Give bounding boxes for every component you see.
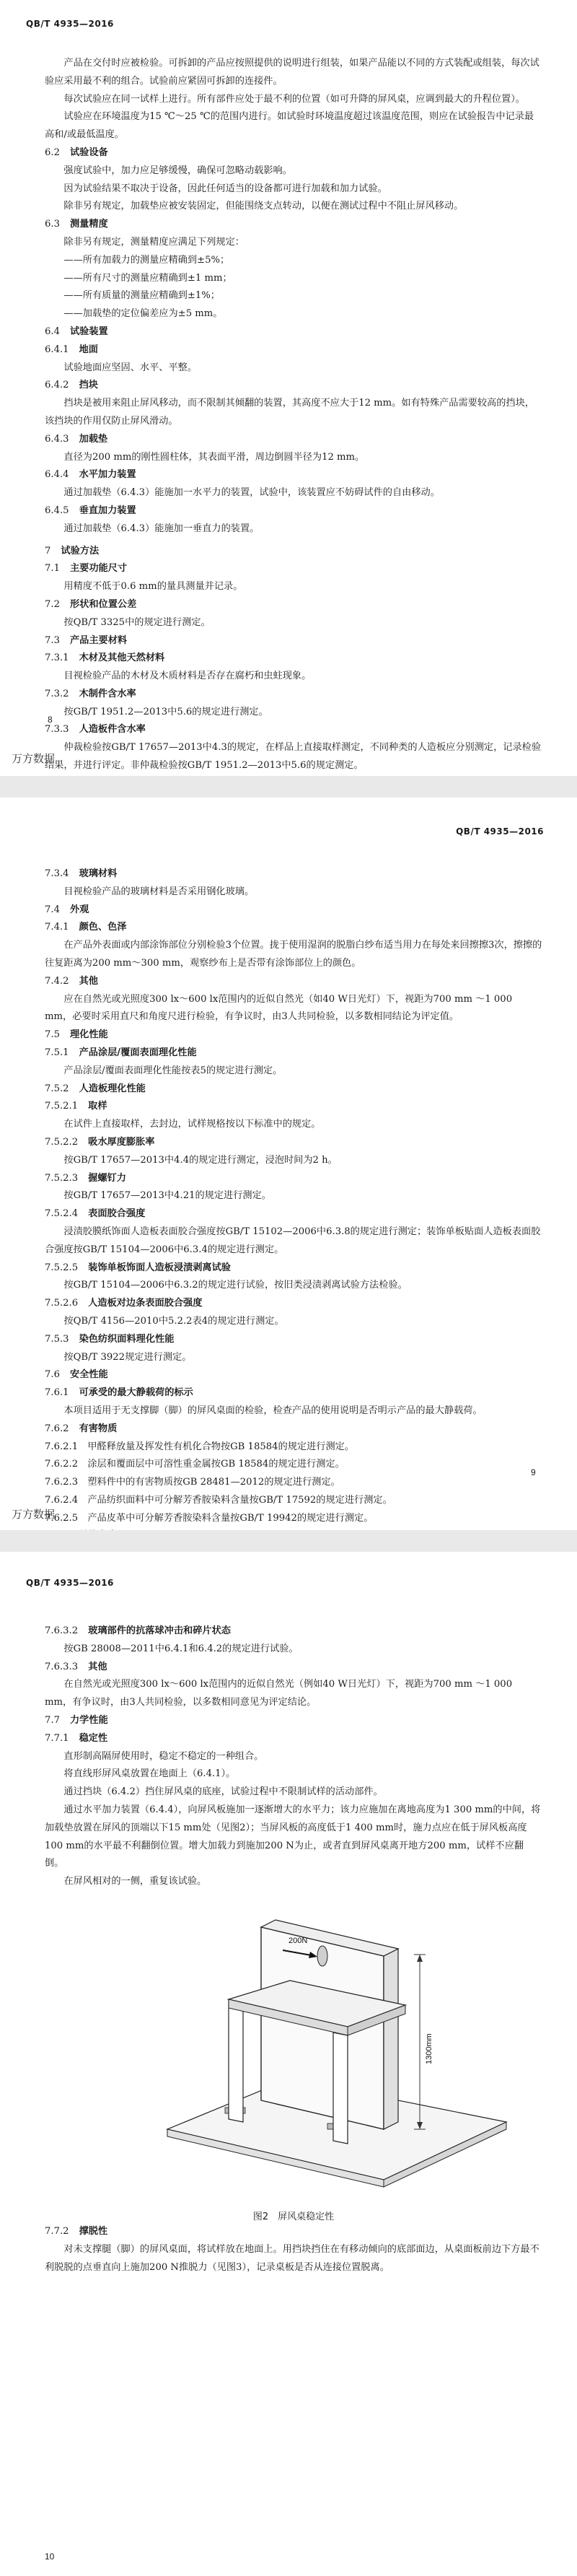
page-8	[0, 0, 577, 776]
paragraph: 7.6.2.5 产品皮革中可分解芳香胺染料含量按GB/T 19942的规定进行测定。	[45, 1512, 374, 1524]
section-heading	[45, 560, 542, 578]
section-heading	[45, 1044, 542, 1062]
section-heading	[45, 865, 542, 883]
section-number: 7.5.3	[45, 1333, 69, 1345]
section-number: 7.7.1	[45, 1732, 69, 1744]
section-number: 7.5.2.3	[45, 1172, 79, 1184]
section-number: 6.4.2	[45, 380, 69, 391]
section-title: 地面	[79, 344, 98, 355]
paragraph: 产品涂层/覆面表面理化性能按表5的规定进行测定。	[63, 1065, 283, 1076]
paragraph: 除非另有规定，加载垫应被安装固定，但能围绕支点转动，以便在测试过程中不阻止屏风移动。	[63, 201, 464, 212]
paragraph: 在试件上直接取样，去封边，试样规格按以下标准中的规定。	[63, 1119, 321, 1130]
section-title: 水平加力装置	[79, 469, 136, 481]
section-title: 其他	[79, 975, 98, 987]
section-heading	[45, 323, 542, 341]
paragraph: 目视检验产品的玻璃材料是否采用钢化玻璃。	[63, 886, 255, 897]
paragraph: 在自然光或光照度300 lx～600 lx范围内的近似自然光（例如40 W日光灯）下，视距为700 mm ～1 000 mm，有争议时，由3人共同检验，以多数相同意见为评定结论。	[45, 1679, 513, 1708]
section-title: 试验设备	[69, 147, 108, 158]
paragraph: 按QB/T 3922规定进行测定。	[63, 1351, 192, 1363]
paragraph: 试验应在环境温度为15 ℃～25 ℃的范围内进行。如试验时环境温度超过该温度范围，则应在试验报告中记录最高和/或最低温度。	[45, 111, 534, 141]
section-heading	[45, 596, 542, 614]
section-title: 木材及其他天然材料	[79, 652, 165, 664]
section-number: 7.5.2.4	[45, 1208, 79, 1220]
paragraph: 按GB/T 17657—2013中4.21的规定进行测定。	[63, 1190, 271, 1202]
section-number: 7.3	[45, 634, 60, 646]
page-10-content	[45, 1623, 542, 2276]
figure-2	[45, 1891, 542, 2223]
paragraph: 浸渍胶膜纸饰面人造板表面胶合强度按GB/T 15102—2006中6.3.8的规定进行测定；装饰单板贴面人造板表面胶合强度按GB/T 15104—2006中6.3.4的规定进行测定。	[45, 1226, 541, 1255]
paragraph: 按QB/T 4156—2010中5.2.2表4的规定进行测定。	[63, 1315, 284, 1327]
section-heading	[45, 1205, 542, 1223]
section-heading	[45, 650, 542, 668]
paragraph: 按GB/T 1951.2—2013中5.6的规定进行测定。	[63, 706, 268, 717]
section-number: 7.4.2	[45, 975, 69, 987]
paragraph: 按GB/T 17657—2013中4.4的规定进行测定，浸泡时间为2 h。	[63, 1154, 338, 1166]
paragraph: 挡块是被用来阻止屏风移动，而不限制其倾翻的装置，其高度不应大于12 mm。如有特殊产品需要较高的挡块，该挡块的作用仅防止屏风滑动。	[45, 398, 534, 427]
section-heading	[45, 1366, 542, 1384]
section-number: 7.6	[45, 1369, 60, 1381]
section-title: 表面胶合强度	[88, 1208, 146, 1220]
section-number: 7.3.4	[45, 868, 69, 879]
section-heading	[45, 1331, 542, 1349]
section-title: 木制件含水率	[79, 688, 136, 699]
section-number: 6.4.1	[45, 344, 69, 355]
paragraph: 7.6.2.1 甲醛释放量及挥发性有机化合物按GB 18584的规定进行测定。	[45, 1441, 355, 1452]
paragraph: 每次试验应在同一试样上进行。所有部件应处于最不利的位置（如可升降的屏风桌，应调到最大的升程位置）。	[63, 93, 525, 105]
page-9-content	[45, 865, 542, 1599]
paragraph: 仲裁检验按GB/T 17657—2013中4.3的规定，在样品上直接取样测定，不同种类的人造板应分别测定，记录检验结果，并进行评定。非仲裁检验按GB/T 1951.2—2013中5.6的规定测定。	[45, 742, 542, 772]
section-title: 稳定性	[79, 1732, 108, 1744]
section-title: 玻璃材料	[79, 868, 118, 879]
section-title: 染色纺织面料理化性能	[79, 1333, 175, 1345]
section-title: 外观	[69, 904, 89, 915]
page-number: 8	[48, 715, 53, 725]
section-heading	[45, 1134, 542, 1152]
section-title: 撑脱性	[79, 2225, 108, 2237]
paragraph: 用精度不低于0.6 mm的量具测量并记录。	[63, 581, 243, 593]
section-number: 7.3.3	[45, 724, 69, 735]
section-title: 人造板件含水率	[79, 724, 146, 735]
page-gap	[0, 776, 577, 798]
section-number: 7.4	[45, 904, 60, 915]
paragraph: 直径为200 mm的刚性圆柱体，其表面平滑，周边倒圆半径为12 mm。	[63, 451, 365, 463]
section-heading	[45, 1098, 542, 1116]
height-dimension-label: 1300mm	[425, 2033, 433, 2064]
section-title: 挡块	[79, 380, 98, 391]
section-number: 6.3	[45, 219, 60, 230]
paragraph: 试验地面应坚固、水平、平整。	[63, 362, 198, 373]
list-item: ——所有质量的测量应精确到±1%；	[63, 290, 220, 302]
page-number: 9	[531, 1467, 536, 1477]
paragraph: 在产品外表面或内部涂饰部位分别检验3个位置。拢于使用湿润的脱脂白纱布适当用力在每处来回擦擦3次，擦擦的往复距离为200 mm～300 mm，观察纱布上是否带有涂饰部位上的颜色。	[45, 940, 542, 969]
section-title: 力学性能	[69, 1714, 108, 1726]
list-item: ——加载垫的定位偏差应为±5 mm。	[63, 308, 223, 320]
section-number: 7.1	[45, 563, 60, 575]
section-number: 7.4.1	[45, 922, 69, 933]
section-heading	[45, 973, 542, 991]
section-heading	[45, 216, 542, 234]
section-number: 7.6.3.3	[45, 1661, 79, 1672]
section-heading	[45, 1295, 542, 1313]
section-title: 握螺钉力	[88, 1172, 126, 1184]
watermark-text: 万方数据	[12, 1508, 56, 1521]
section-number: 7	[45, 545, 51, 556]
section-heading	[45, 341, 542, 359]
paragraph: 通过加载垫（6.4.3）能施加一垂直力的装置。	[63, 523, 260, 534]
paragraph: 对未支撑腿（脚）的屏风桌面，将试样放在地面上。用挡块挡住在有移动倾向的底部面边，从桌面板前边下方最不利脱脱的点垂直向上施加200 N推脱力（见图3），记录桌板是否从连接位置脱离。	[45, 2243, 539, 2273]
paragraph: 按GB 28008—2011中6.4.1和6.4.2的规定进行试验。	[63, 1643, 299, 1654]
paragraph: 应在自然光或光照度300 lx～600 lx范围内的近似自然光（如40 W日光灯）下，视距为700 mm ～1 000 mm，必要时采用直尺和角度尺进行检验，有争议时，由3人共同检验，以多数相同结论为评定值。	[45, 993, 513, 1023]
section-title: 测量精度	[69, 219, 108, 230]
section-heading	[45, 1080, 542, 1099]
section-title: 产品主要材料	[69, 634, 128, 646]
section-number: 7.7.2	[45, 2225, 69, 2237]
paragraph: 除非另有规定，测量精度应满足下列规定：	[63, 236, 245, 248]
section-number: 6.4.4	[45, 469, 69, 481]
section-heading	[45, 686, 542, 704]
section-heading	[45, 1420, 542, 1438]
section-number: 7.5.1	[45, 1047, 69, 1058]
paragraph: 通过水平加力装置（6.4.4），向屏风板施加一逐渐增大的水平力；该力应施加在离地高度为1 300 mm的中间，将加载垫放置在屏风的顶端以下15 mm处（见图2）；当屏风板的高度低于1 400 mm时，施力点应在低于屏风板高度100 mm的水平最不利翻倒位置。增大加载力到施加200 N为止，或者直到屏风桌离开地方200 mm，试样不应翻倒。	[45, 1804, 541, 1869]
section-number: 7.3.2	[45, 688, 69, 699]
section-heading	[45, 1259, 542, 1278]
section-title: 其他	[88, 1661, 107, 1672]
section-number: 7.5.2.6	[45, 1298, 79, 1309]
section-title: 装饰单板饰面人造板浸渍剥离试验	[88, 1262, 231, 1273]
page-header-code: QB/T 4935—2016	[26, 19, 114, 29]
paragraph: 通过挡块（6.4.2）挡住屏风桌的底座，试验过程中不限制试样的活动部件。	[63, 1786, 383, 1798]
page-number: 10	[45, 2551, 55, 2562]
section-heading	[45, 144, 542, 162]
section-title: 垂直加力装置	[79, 505, 136, 516]
paragraph: 目视检验产品的木材及木质材料是否存在腐朽和虫蛀现象。	[63, 671, 312, 682]
page-8-content	[45, 55, 542, 775]
paragraph: 因为试验结果不取决于设备，因此任何适当的设备都可进行加载和加力试验。	[63, 183, 387, 194]
paragraph: 7.6.2.3 塑料件中的有害物质按GB 28481—2012的规定进行测定。	[45, 1477, 340, 1488]
list-item: ——所有尺寸的测量应精确到±1 mm；	[63, 272, 232, 284]
list-item: ——所有加载力的测量应精确到±5%；	[63, 254, 230, 266]
paragraph: 7.6.2.4 产品纺织面料中可分解芳香胺染料含量按GB/T 17592的规定进行测定。	[45, 1494, 392, 1506]
section-heading	[45, 1026, 542, 1044]
section-heading	[45, 721, 542, 739]
section-number: 7.2	[45, 598, 60, 610]
section-heading	[45, 919, 542, 937]
section-heading	[45, 1384, 542, 1402]
paragraph: 通过加载垫（6.4.3）能施加一水平力的装置，试验中，该装置应不妨碍试件的自由移动。	[63, 487, 440, 499]
paragraph: 7.6.2.2 涂层和覆面层中可溶性重金属按GB 18584的规定进行测定。	[45, 1459, 345, 1470]
section-title: 形状和位置公差	[69, 598, 137, 610]
paragraph: 本项目适用于无支撑脚（脚）的屏风桌面的检验，检查产品的使用说明是否明示产品的最大静载荷。	[63, 1405, 483, 1416]
page-header-code: QB/T 4935—2016	[456, 826, 544, 837]
paragraph: 直形制高隔屏使用时，稳定不稳定的一种组合。	[63, 1750, 264, 1762]
figure-caption: 图2 屏风桌稳定性	[252, 2211, 335, 2222]
section-heading	[45, 1712, 542, 1730]
section-heading	[45, 901, 542, 920]
section-number: 7.5.2	[45, 1083, 69, 1094]
paragraph: 按QB/T 3325中的规定进行测定。	[63, 616, 211, 628]
section-heading	[45, 1170, 542, 1188]
screen-desk-stability-diagram	[45, 1891, 542, 2201]
section-number: 7.3.1	[45, 652, 69, 664]
section-heading	[45, 502, 542, 520]
paragraph: 将直线形屏风桌放置在地面上（6.4.1）。	[63, 1768, 236, 1780]
section-heading	[45, 1730, 542, 1748]
section-title: 试验装置	[69, 326, 108, 337]
section-title: 颜色、色泽	[79, 922, 127, 933]
section-title: 安全性能	[69, 1369, 108, 1381]
section-number: 7.5	[45, 1029, 60, 1041]
page-header-code: QB/T 4935—2016	[26, 1578, 114, 1588]
load-pad	[317, 1946, 327, 1966]
section-number: 7.6.2	[45, 1423, 69, 1434]
force-label: 200N	[288, 1936, 308, 1945]
section-title: 取样	[88, 1101, 107, 1112]
section-number: 6.4.3	[45, 433, 69, 445]
section-title: 加载垫	[79, 433, 108, 445]
page-gap	[0, 1530, 577, 1552]
page-9	[0, 798, 577, 1530]
watermark-text: 万方数据	[12, 752, 56, 765]
section-number: 7.5.2.2	[45, 1136, 79, 1148]
section-number: 6.4	[45, 326, 60, 337]
section-heading	[45, 1623, 542, 1641]
section-title: 玻璃部件的抗落球冲击和碎片状态	[88, 1625, 231, 1636]
section-number: 7.5.2.1	[45, 1101, 79, 1112]
section-number: 7.6.1	[45, 1387, 69, 1399]
page-10	[0, 1552, 577, 2576]
paragraph: 强度试验中，加力应足够缓慢，确保可忽略动载影响。	[63, 165, 292, 176]
section-number: 7.5.2.5	[45, 1262, 79, 1273]
section-heading	[45, 431, 542, 449]
section-heading	[45, 543, 542, 561]
section-title: 可承受的最大静载荷的标示	[79, 1387, 193, 1399]
section-number: 7.7	[45, 1714, 60, 1726]
section-title: 有害物质	[79, 1423, 118, 1434]
section-title: 吸水厚度膨胀率	[88, 1136, 155, 1148]
section-title: 理化性能	[69, 1029, 108, 1041]
section-number: 6.2	[45, 147, 60, 158]
section-title: 产品涂层/覆面表面理化性能	[79, 1047, 197, 1058]
section-title: 试验方法	[61, 545, 100, 556]
paragraph: 在屏风相对的一侧，重复该试验。	[63, 1876, 207, 1887]
section-heading	[45, 466, 542, 484]
section-heading	[45, 632, 542, 650]
section-number: 7.6.3.2	[45, 1625, 79, 1636]
paragraph: 按GB/T 15104—2006中6.3.2的规定进行试验，按旧类浸渍剥离试验方法检验。	[63, 1280, 408, 1291]
section-title: 人造板对边条表面胶合强度	[88, 1298, 203, 1309]
section-heading	[45, 1659, 542, 1677]
paragraph: 产品在交付时应被检验。可拆卸的产品应按照提供的说明进行组装，如果产品能以不同的方式装配或组装，每次试验应采用最不利的组合。试验前应紧固可拆卸的连接件。	[45, 58, 539, 87]
section-heading	[45, 377, 542, 395]
section-number: 6.4.5	[45, 505, 69, 516]
section-title: 人造板理化性能	[79, 1083, 146, 1094]
section-title: 主要功能尺寸	[69, 563, 128, 575]
